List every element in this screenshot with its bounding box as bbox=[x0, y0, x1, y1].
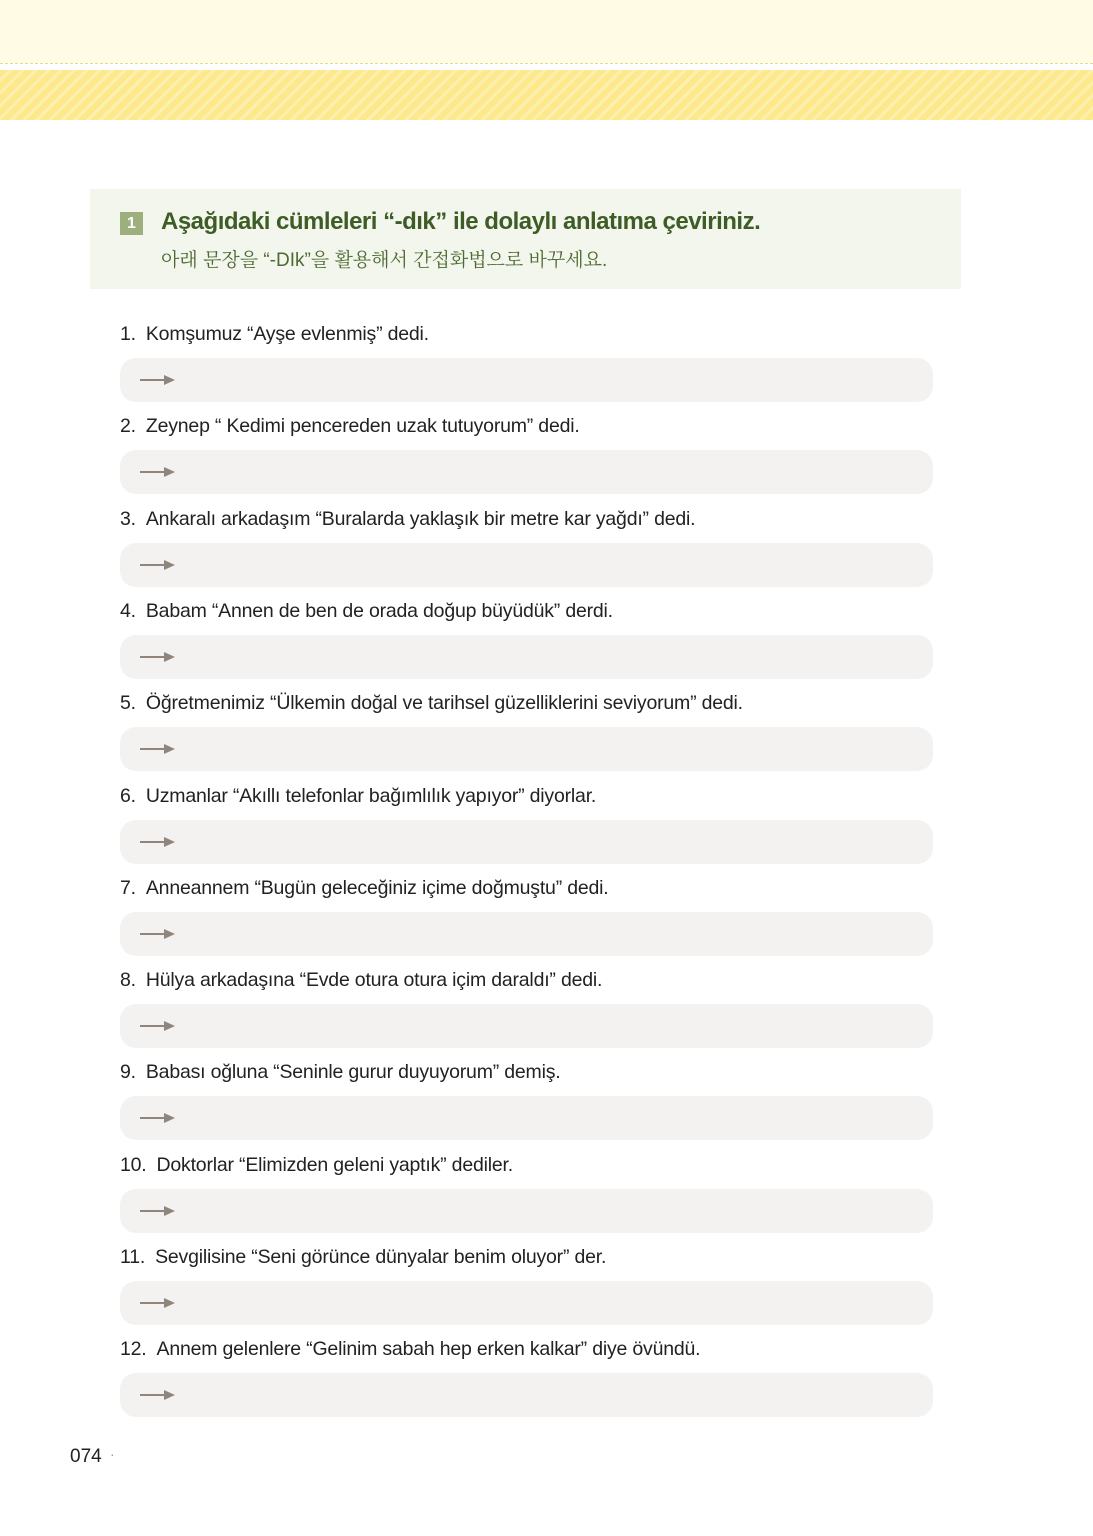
right-arrow-icon bbox=[140, 559, 176, 571]
question-item bbox=[120, 1338, 700, 1361]
exercise-number-badge: 1 bbox=[120, 212, 143, 235]
right-arrow-icon bbox=[140, 1297, 176, 1309]
question-item bbox=[120, 1061, 561, 1084]
page-separator: · bbox=[110, 1446, 115, 1462]
question-item bbox=[120, 415, 580, 438]
right-arrow-icon bbox=[140, 466, 176, 478]
question-text: Komşumuz “Ayşe evlenmiş” dedi. bbox=[145, 323, 429, 345]
question-number: 12. bbox=[120, 1338, 147, 1361]
instruction-title: Aşağıdaki cümleleri “-dık” ile dolaylı anlatıma çeviriniz. bbox=[161, 208, 761, 235]
question-item bbox=[120, 600, 613, 623]
question-number: 1. bbox=[120, 323, 136, 345]
answer-field[interactable] bbox=[120, 1281, 933, 1325]
question-item bbox=[120, 323, 429, 346]
right-arrow-icon bbox=[140, 651, 176, 663]
question-number: 3. bbox=[120, 507, 136, 530]
question-number: 10. bbox=[120, 1153, 147, 1176]
header-divider bbox=[0, 63, 1093, 64]
question-number: 2. bbox=[120, 415, 136, 438]
instruction-subtitle: 아래 문장을 “-DIk”을 활용해서 간접화법으로 바꾸세요. bbox=[161, 250, 608, 271]
answer-field[interactable] bbox=[120, 912, 933, 956]
question-number: 5. bbox=[120, 692, 136, 715]
question-text: Babam “Annen de ben de orada doğup büyüdük” derdi. bbox=[145, 599, 613, 622]
answer-field[interactable] bbox=[120, 543, 933, 587]
question-number: 7. bbox=[120, 876, 136, 899]
right-arrow-icon bbox=[140, 1112, 176, 1124]
answer-field[interactable] bbox=[120, 1373, 933, 1417]
right-arrow-icon bbox=[140, 743, 176, 755]
question-text: Uzmanlar “Akıllı telefonlar bağımlılık yapıyor” diyorlar. bbox=[145, 784, 597, 807]
answer-field[interactable] bbox=[120, 1096, 933, 1140]
question-text: Annem gelenlere “Gelinim sabah hep erken kalkar” diye övündü. bbox=[156, 1338, 701, 1361]
question-text: Anneannem “Bugün geleceğiniz içime doğmuştu” dedi. bbox=[145, 876, 609, 899]
question-item bbox=[120, 1154, 513, 1177]
answer-field[interactable] bbox=[120, 635, 933, 679]
question-item bbox=[120, 969, 602, 992]
question-text: Zeynep “ Kedimi pencereden uzak tutuyorum” dedi. bbox=[145, 415, 580, 438]
right-arrow-icon bbox=[140, 1020, 176, 1032]
answer-field[interactable] bbox=[120, 1004, 933, 1048]
question-item bbox=[120, 508, 695, 531]
answer-field[interactable] bbox=[120, 358, 933, 402]
question-number: 8. bbox=[120, 969, 136, 992]
question-item bbox=[120, 785, 596, 808]
question-text: Ankaralı arkadaşım “Buralarda yaklaşık bir metre kar yağdı” dedi. bbox=[145, 507, 696, 530]
question-text: Doktorlar “Elimizden geleni yaptık” dediler. bbox=[156, 1153, 513, 1176]
answer-field[interactable] bbox=[120, 820, 933, 864]
answer-field[interactable] bbox=[120, 727, 933, 771]
question-number: 9. bbox=[120, 1061, 136, 1084]
header-stripe bbox=[0, 70, 1093, 120]
right-arrow-icon bbox=[140, 1205, 176, 1217]
instruction-box bbox=[90, 189, 961, 289]
question-number: 4. bbox=[120, 599, 136, 622]
question-text: Sevgilisine “Seni görünce dünyalar benim oluyor” der. bbox=[155, 1246, 607, 1268]
question-item bbox=[120, 877, 609, 900]
page-number: 074 bbox=[70, 1446, 102, 1467]
question-text: Öğretmenimiz “Ülkemin doğal ve tarihsel güzelliklerini seviyorum” dedi. bbox=[145, 692, 743, 715]
answer-field[interactable] bbox=[120, 1189, 933, 1233]
right-arrow-icon bbox=[140, 1389, 176, 1401]
answer-field[interactable] bbox=[120, 450, 933, 494]
question-number: 6. bbox=[120, 784, 136, 807]
question-number: 11. bbox=[120, 1246, 146, 1268]
right-arrow-icon bbox=[140, 928, 176, 940]
question-text: Babası oğluna “Seninle gurur duyuyorum” demiş. bbox=[145, 1061, 561, 1084]
question-item bbox=[120, 1246, 606, 1269]
header-band bbox=[0, 0, 1093, 63]
question-item bbox=[120, 692, 743, 715]
right-arrow-icon bbox=[140, 836, 176, 848]
question-text: Hülya arkadaşına “Evde otura otura içim daraldı” dedi. bbox=[145, 969, 603, 992]
right-arrow-icon bbox=[140, 374, 176, 386]
